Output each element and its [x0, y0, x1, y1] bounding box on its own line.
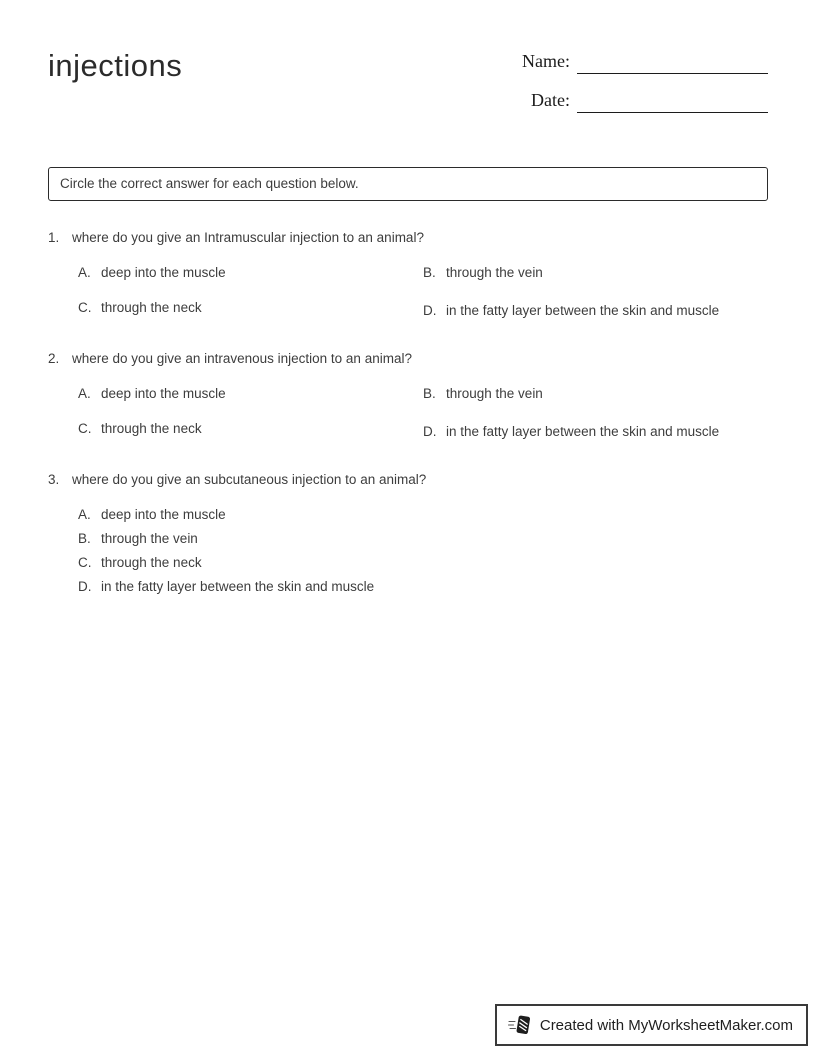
- option-letter: D.: [78, 579, 92, 594]
- question-text: where do you give an subcutaneous injection to an animal?: [72, 472, 427, 487]
- option-text: deep into the muscle: [101, 507, 226, 522]
- question-2-options: [78, 386, 768, 439]
- option-letter: D.: [423, 303, 437, 318]
- flying-worksheet-icon: [508, 1013, 532, 1037]
- header: [48, 50, 768, 128]
- question-1: [48, 230, 768, 318]
- option-letter: A.: [78, 507, 91, 522]
- option-text: through the vein: [446, 386, 543, 401]
- name-label: Name:: [522, 51, 570, 72]
- page-title: injections: [48, 48, 183, 83]
- option-letter: A.: [78, 265, 91, 280]
- option-a: [78, 507, 768, 522]
- question-3-options: [78, 507, 768, 594]
- question-number: 3.: [48, 472, 60, 487]
- question-3: [48, 472, 768, 594]
- option-text: deep into the muscle: [101, 265, 226, 280]
- name-blank-line: [577, 56, 768, 74]
- question-2: [48, 351, 768, 439]
- option-text: in the fatty layer between the skin and muscle: [101, 579, 375, 594]
- option-letter: C.: [78, 300, 92, 315]
- option-text: through the neck: [101, 300, 202, 315]
- option-text: through the neck: [101, 555, 202, 570]
- option-c: [78, 300, 423, 318]
- created-with-badge-text: Created with MyWorksheetMaker.com: [539, 1016, 793, 1034]
- instructions-text: Circle the correct answer for each question below.: [60, 176, 359, 191]
- option-letter: B.: [423, 386, 436, 401]
- name-field-row: [522, 50, 768, 74]
- option-letter: A.: [78, 386, 91, 401]
- option-letter: C.: [78, 421, 92, 436]
- name-date-fields: [522, 50, 768, 128]
- option-c: [78, 555, 768, 570]
- option-d: [78, 579, 768, 594]
- option-b: [78, 531, 768, 546]
- date-field-row: [531, 89, 768, 113]
- option-b: [423, 265, 768, 280]
- option-text: through the vein: [101, 531, 198, 546]
- question-text: where do you give an intravenous injection to an animal?: [72, 351, 412, 366]
- option-b: [423, 386, 768, 401]
- date-blank-line: [577, 95, 768, 113]
- option-d: [423, 303, 768, 318]
- option-letter: B.: [423, 265, 436, 280]
- option-c: [78, 421, 423, 439]
- question-1-options: [78, 265, 768, 318]
- option-text: in the fatty layer between the skin and muscle: [446, 303, 720, 318]
- option-d: [423, 424, 768, 439]
- option-text: through the vein: [446, 265, 543, 280]
- question-number: 1.: [48, 230, 60, 245]
- option-letter: C.: [78, 555, 92, 570]
- option-letter: D.: [423, 424, 437, 439]
- question-text: where do you give an Intramuscular injection to an animal?: [72, 230, 424, 245]
- question-3-line: [48, 472, 768, 487]
- option-text: in the fatty layer between the skin and muscle: [446, 424, 720, 439]
- question-1-line: [48, 230, 768, 245]
- option-a: [78, 265, 423, 280]
- created-with-badge[interactable]: [495, 1004, 808, 1046]
- date-label: Date:: [531, 90, 570, 111]
- option-letter: B.: [78, 531, 91, 546]
- option-text: deep into the muscle: [101, 386, 226, 401]
- option-text: through the neck: [101, 421, 202, 436]
- question-2-line: [48, 351, 768, 366]
- instructions-box: [48, 167, 768, 201]
- option-a: [78, 386, 423, 401]
- question-number: 2.: [48, 351, 60, 366]
